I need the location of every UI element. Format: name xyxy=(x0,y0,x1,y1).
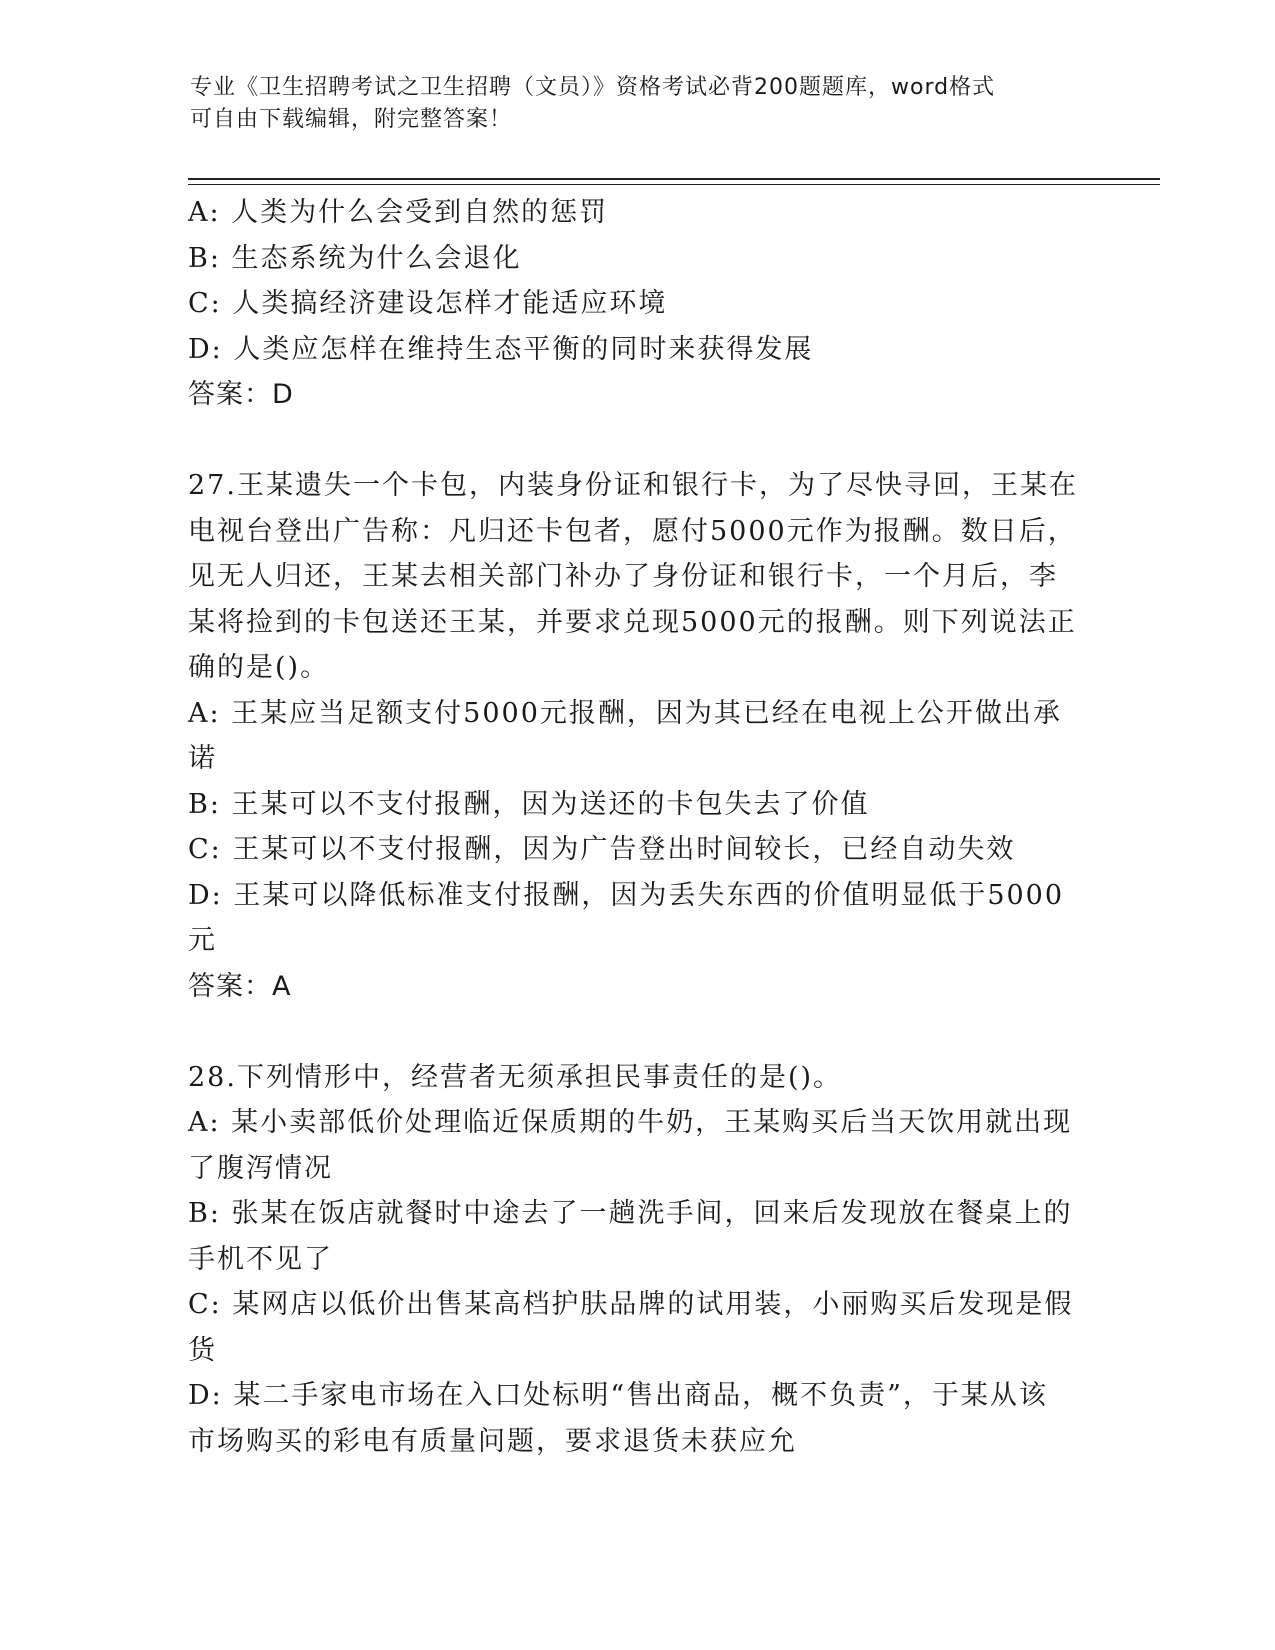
question-stem-line: 见无人归还，王某去相关部门补办了身份证和银行卡，一个月后，李 xyxy=(188,561,1058,592)
question-stem-line: 27.王某遗失一个卡包，内装身份证和银行卡，为了尽快寻回，王某在 xyxy=(188,470,1078,501)
document-body xyxy=(188,190,1088,1464)
header-title-line-1: 专业《卫生招聘考试之卫生招聘（文员）》资格考试必背200题题库，word格式 xyxy=(190,75,996,100)
option-b: B: 张某在饭店就餐时中途去了一趟洗手间，回来后发现放在餐桌上的 xyxy=(188,1198,1073,1229)
option-c: C: 某网店以低价出售某高档护肤品牌的试用装，小丽购买后发现是假 xyxy=(188,1289,1074,1320)
header-title-line-2: 可自由下载编辑，附完整答案！ xyxy=(190,107,513,132)
question-28 xyxy=(188,1055,1088,1465)
option-a-continued: 诺 xyxy=(188,743,217,774)
question-stem-line: 电视台登出广告称：凡归还卡包者，愿付5000元作为报酬。数日后， xyxy=(188,515,1077,547)
option-d-continued: 市场购买的彩电有质量问题，要求退货未获应允 xyxy=(188,1425,797,1457)
question-26-options xyxy=(188,190,1088,418)
option-b: B: 王某可以不支付报酬，因为送还的卡包失去了价值 xyxy=(188,788,870,820)
option-d: D: 人类应怎样在维持生态平衡的同时来获得发展 xyxy=(188,333,814,365)
page-header xyxy=(190,72,1070,136)
option-b-continued: 手机不见了 xyxy=(188,1243,333,1275)
option-d-continued: 元 xyxy=(188,925,217,956)
option-b: B: 生态系统为什么会退化 xyxy=(188,242,522,274)
option-c-continued: 货 xyxy=(188,1334,217,1366)
answer-line: 答案：D xyxy=(188,379,294,410)
option-c: C: 人类搞经济建设怎样才能适应环境 xyxy=(188,288,668,319)
question-27 xyxy=(188,463,1088,1009)
header-divider-thin xyxy=(188,184,1160,185)
option-a: A: 王某应当足额支付5000元报酬，因为其已经在电视上公开做出承 xyxy=(188,697,1062,729)
spacer xyxy=(188,418,1088,464)
spacer xyxy=(188,1009,1088,1055)
option-a: A: 人类为什么会受到自然的惩罚 xyxy=(188,197,609,228)
option-d: D: 王某可以降低标准支付报酬，因为丢失东西的价值明显低于5000 xyxy=(188,879,1065,911)
header-divider-thick xyxy=(188,178,1160,180)
question-stem-line: 某将捡到的卡包送还王某，并要求兑现5000元的报酬。则下列说法正 xyxy=(188,606,1077,638)
question-stem-line: 28.下列情形中，经营者无须承担民事责任的是()。 xyxy=(188,1061,843,1093)
question-stem-line: 确的是()。 xyxy=(188,652,330,683)
option-c: C: 王某可以不支付报酬，因为广告登出时间较长，已经自动失效 xyxy=(188,834,1016,865)
option-a: A: 某小卖部低价处理临近保质期的牛奶，王某购买后当天饮用就出现 xyxy=(188,1107,1073,1138)
option-a-continued: 了腹泻情况 xyxy=(188,1152,333,1184)
option-d: D: 某二手家电市场在入口处标明“售出商品，概不负责”，于某从该 xyxy=(188,1380,1048,1411)
answer-line: 答案：A xyxy=(188,970,292,1002)
